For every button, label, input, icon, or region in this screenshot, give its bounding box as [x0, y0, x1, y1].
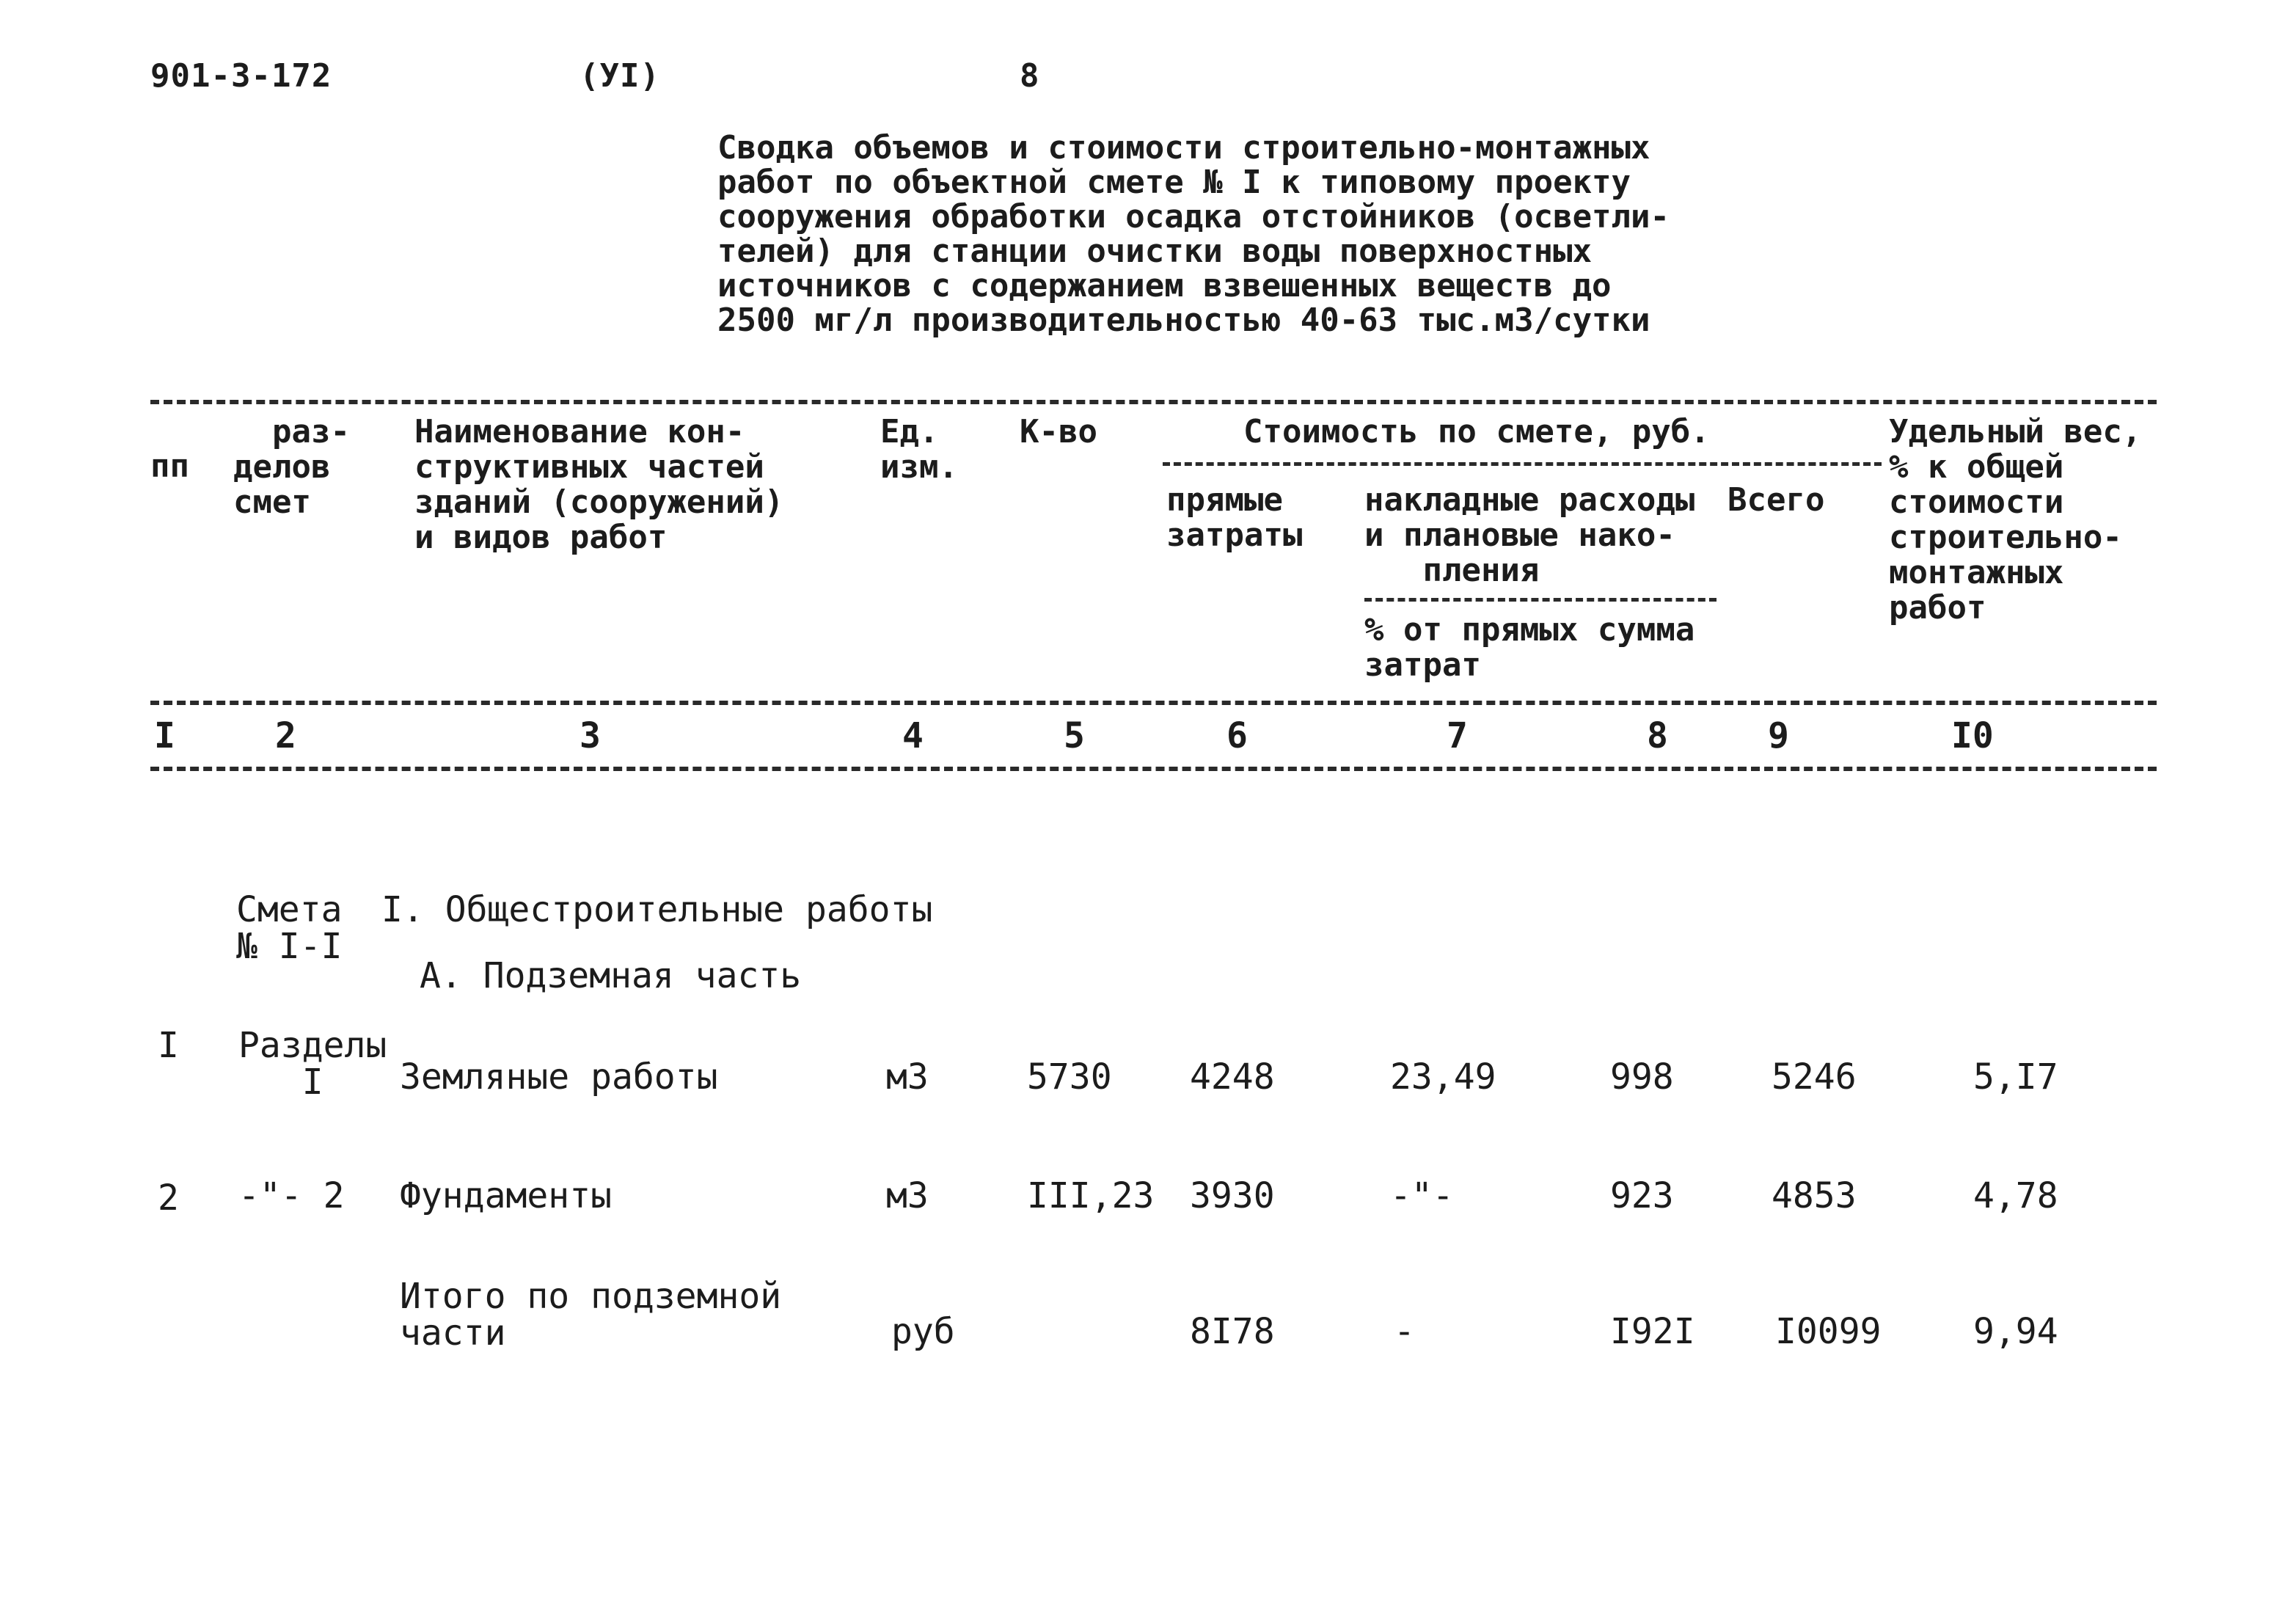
document-code: 901-3-172 — [150, 57, 332, 95]
subtotal-unit: руб — [891, 1311, 955, 1352]
subtotal-overhead-pct: - — [1394, 1311, 1415, 1352]
page-number: 8 — [1020, 57, 1040, 95]
column-header-unit: Ед. изм. — [880, 413, 958, 486]
title-line: источников с содержанием взвешенных веществ до — [717, 267, 1612, 304]
column-header-total: Всего — [1728, 481, 1825, 519]
column-number: 4 — [902, 715, 924, 756]
subtotal-total: I0099 — [1775, 1311, 1882, 1352]
row-2-total: 4853 — [1772, 1175, 1857, 1216]
title-line: Сводка объемов и стоимости строительно-монтажных — [717, 129, 1650, 167]
row-2-overhead-sum: 923 — [1610, 1175, 1674, 1216]
row-1-share: 5,I7 — [1973, 1056, 2058, 1098]
column-number: I0 — [1951, 715, 1994, 756]
column-number: 9 — [1768, 715, 1789, 756]
row-1-pp: I — [158, 1025, 179, 1066]
subtotal-overhead-sum: I92I — [1610, 1311, 1695, 1352]
column-number: 8 — [1647, 715, 1668, 756]
column-number: 3 — [580, 715, 601, 756]
column-number: 2 — [275, 715, 296, 756]
subtotal-direct-costs: 8I78 — [1190, 1311, 1275, 1352]
overhead-sub-rule — [1364, 598, 1716, 602]
column-numbers-rule — [150, 767, 2157, 771]
subsection-title: А. Подземная часть — [420, 955, 802, 996]
column-header-section: раз- делов смет — [233, 413, 350, 521]
row-2-name: Фундаменты — [400, 1175, 612, 1216]
title-line: работ по объектной смете № I к типовому проекту — [717, 164, 1631, 201]
row-2-overhead-pct: -"- — [1390, 1175, 1454, 1216]
column-number: 7 — [1447, 715, 1468, 756]
column-number: I — [154, 715, 175, 756]
row-2-direct-costs: 3930 — [1190, 1175, 1275, 1216]
estimate-label: Смета № I-I — [236, 889, 343, 967]
row-2-share: 4,78 — [1973, 1175, 2058, 1216]
row-2-quantity: III,23 — [1027, 1175, 1155, 1216]
column-header-cost-group: Стоимость по смете, руб. — [1243, 413, 1710, 450]
row-1-overhead-sum: 998 — [1610, 1056, 1674, 1098]
row-2-section: -"- 2 — [238, 1175, 345, 1216]
row-2-pp: 2 — [158, 1177, 179, 1219]
column-header-share: Удельный вес, % к общей стоимости строительно- монтажных работ — [1889, 413, 2142, 627]
row-1-unit: м3 — [886, 1056, 929, 1098]
row-2-unit: м3 — [886, 1175, 929, 1216]
row-1-total: 5246 — [1772, 1056, 1857, 1098]
subtotal-share: 9,94 — [1973, 1311, 2058, 1352]
column-header-direct-costs: прямые затраты — [1166, 481, 1303, 554]
title-line: сооружения обработки осадка отстойников (осветли- — [717, 198, 1670, 235]
row-1-quantity: 5730 — [1027, 1056, 1112, 1098]
column-header-name: Наименование кон- структивных частей зданий (сооружений) и видов работ — [414, 413, 784, 556]
volume-number: (УI) — [580, 57, 660, 95]
row-1-overhead-pct: 23,49 — [1390, 1056, 1496, 1098]
column-number: 5 — [1064, 715, 1085, 756]
column-header-pp: пп — [150, 448, 189, 485]
row-1-section: Разделы I — [238, 1025, 387, 1103]
column-header-quantity: К-во — [1020, 413, 1097, 450]
document-title — [717, 131, 1670, 337]
title-line: телей) для станции очистки воды поверхностных — [717, 233, 1593, 270]
column-header-overhead: накладные расходы и плановые нако- пления — [1364, 481, 1695, 589]
column-number: 6 — [1226, 715, 1248, 756]
subtotal-name: Итого по подземной части — [400, 1276, 782, 1354]
row-1-direct-costs: 4248 — [1190, 1056, 1275, 1098]
row-1-name: Земляные работы — [400, 1056, 718, 1098]
table-top-rule — [150, 400, 2157, 404]
title-line: 2500 мг/л производительностью 40-63 тыс.м3/сутки — [717, 302, 1650, 339]
column-header-overhead-sub: % от прямых сумма затрат — [1364, 611, 1695, 684]
header-bottom-rule — [150, 701, 2157, 705]
cost-group-rule — [1163, 462, 1882, 466]
section-title: I. Общестроительные работы — [381, 889, 933, 930]
